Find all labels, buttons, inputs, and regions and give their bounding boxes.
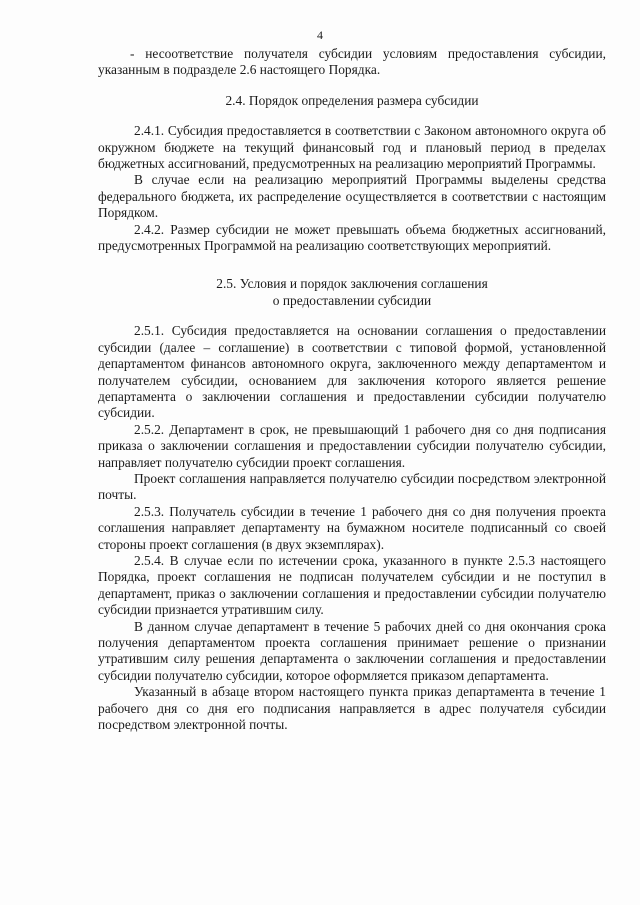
paragraph-2-4-2: 2.4.2. Размер субсидии не может превышать объема бюджетных ассигнований, предусмотренных Программой на реализацию соответствующих мероприятий. bbox=[98, 221, 606, 254]
spacer bbox=[98, 254, 606, 276]
paragraph-email-delivery: Проект соглашения направляется получателю субсидии посредством электронной почты. bbox=[98, 470, 606, 503]
section-heading-2-5-line2: о предоставлении субсидии bbox=[272, 292, 432, 308]
spacer bbox=[98, 109, 606, 123]
paragraph-2-5-4: 2.5.4. В случае если по истечении срока, указанного в пункте 2.5.3 настоящего Порядка, проект соглашения не подписан получателем субсидии и не поступил в департамент, приказ о заключении соглашения и предоставлении субсидии получателю субсидии признается утратившим силу. bbox=[98, 552, 606, 618]
paragraph-2-5-2: 2.5.2. Департамент в срок, не превышающий 1 рабочего дня со дня подписания приказа о заключении соглашения и предоставлении субсидии получателю субсидии, направляет получателю субсидии проект соглашения. bbox=[98, 421, 606, 470]
paragraph-order-delivery: Указанный в абзаце втором настоящего пункта приказ департамента в течение 1 рабочего дня со дня его подписания направляется в адрес получателя субсидии посредством электронной почты. bbox=[98, 684, 606, 733]
paragraph-2-5-1: 2.5.1. Субсидия предоставляется на основании соглашения о предоставлении субсидии (далее – соглашение) в соответствии с типовой формой, установленной департаментом финансов автономного округа, заключенного между департаментом и получателем субсидии, основанием для заключения которого является решение департамента о заключении соглашения и предоставлении субсидии получателю субсидии. bbox=[98, 323, 606, 421]
document-body bbox=[98, 46, 606, 733]
spacer bbox=[98, 79, 606, 93]
page-number: 4 bbox=[317, 28, 323, 42]
paragraph-department-decision: В данном случае департамент в течение 5 рабочих дней со дня окончания срока получения департаментом проекта соглашения принимает решение о признании утратившим силу решения департамента о заключении соглашения и предоставлении субсидии получателю субсидии, которое оформляется приказом департамента. bbox=[98, 618, 606, 683]
section-heading-2-5-line1: 2.5. Условия и порядок заключения соглашения bbox=[216, 276, 488, 292]
paragraph-federal-funds: В случае если на реализацию мероприятий Программы выделены средства федерального бюджета, их распределение осуществляется в соответствии с настоящим Порядком. bbox=[98, 172, 606, 221]
paragraph-nonconformity: - несоответствие получателя субсидии условиям предоставления субсидии, указанным в подразделе 2.6 настоящего Порядка. bbox=[98, 46, 606, 78]
paragraph-2-5-3: 2.5.3. Получатель субсидии в течение 1 рабочего дня со дня получения проекта соглашения направляет департаменту на бумажном носителе подписанный со своей стороны проект соглашения (в двух экземплярах). bbox=[98, 503, 606, 552]
spacer bbox=[98, 309, 606, 323]
section-heading-2-4: 2.4. Порядок определения размера субсидии bbox=[225, 92, 479, 108]
paragraph-2-4-1: 2.4.1. Субсидия предоставляется в соответствии с Законом автономного округа об окружном бюджете на текущий финансовый год и плановый период в пределах бюджетных ассигнований, предусмотренных на реализацию мероприятий Программы. bbox=[98, 123, 606, 172]
